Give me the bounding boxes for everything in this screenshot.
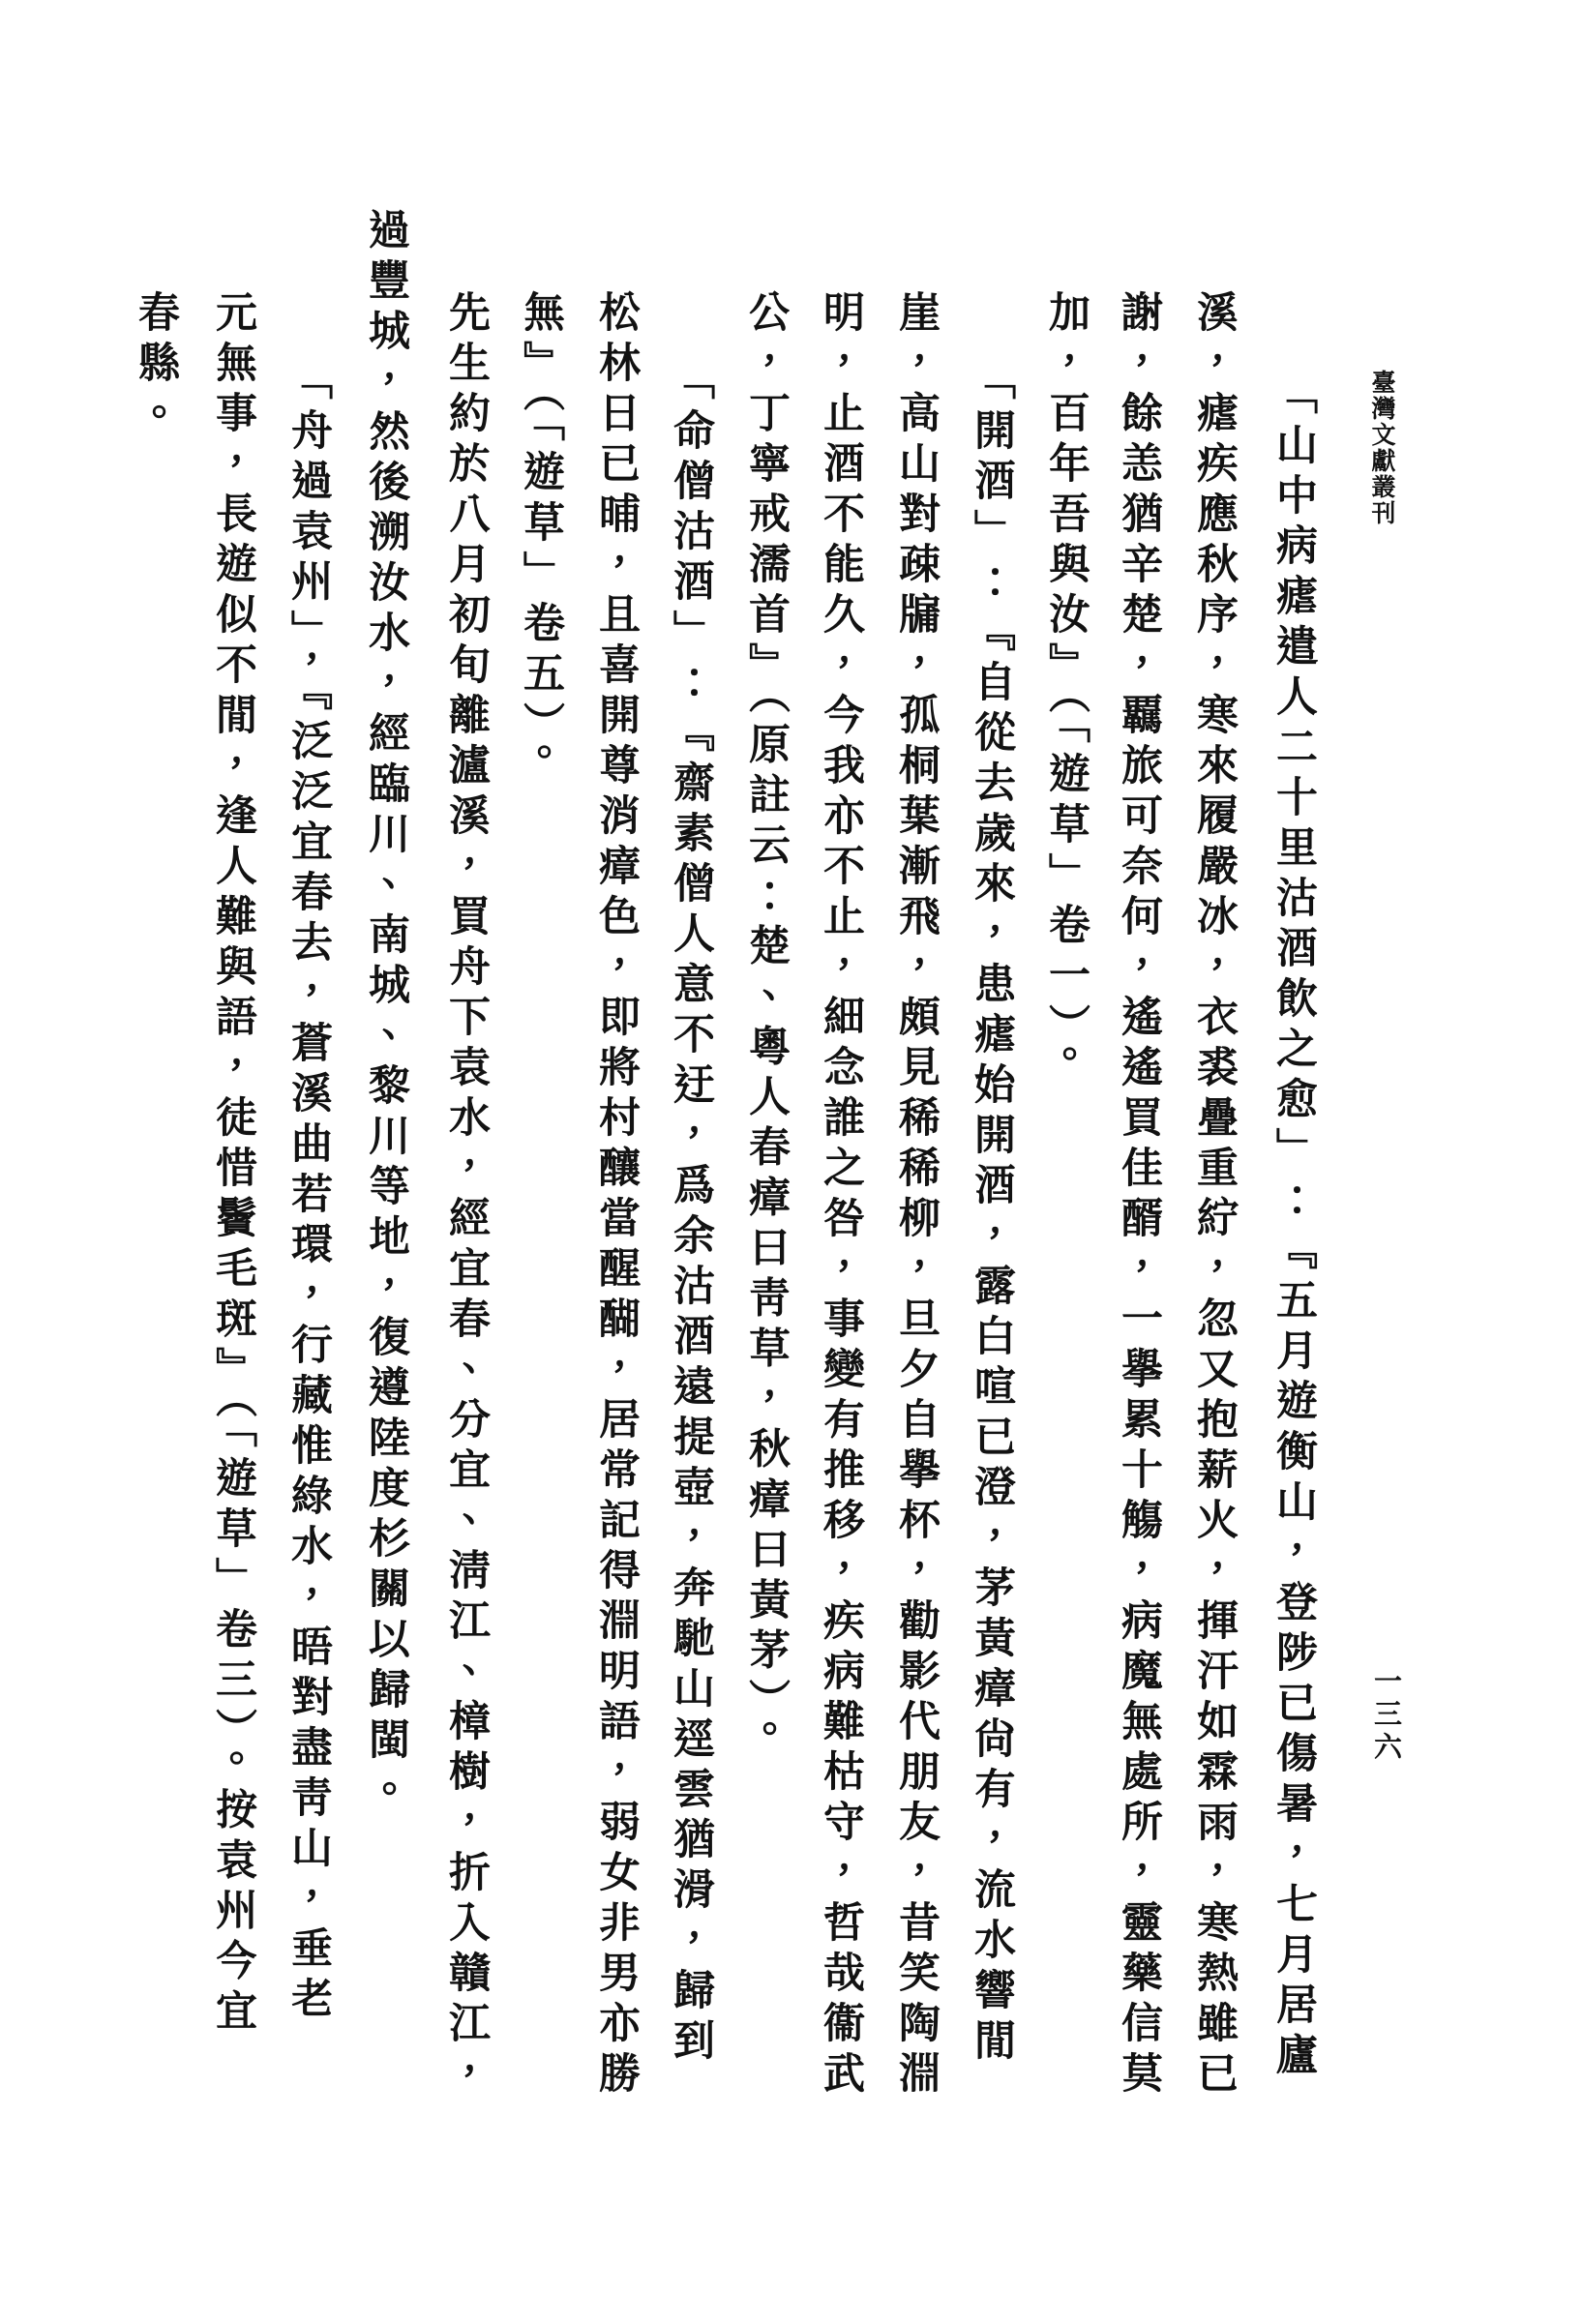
text-column-14: 「舟過袁州」，『泛泛宜春去，蒼溪曲若環，行藏惟綠水，晤對盡靑山，垂老	[284, 358, 333, 2027]
text-column-2: 溪，瘧疾應秋序，寒來履嚴冰，衣裘疊重紵，忽又抱薪火，揮汗如霖雨，寒熱雖已	[1190, 290, 1239, 2101]
text-column-13: 過豐城，然後溯汝水，經臨川、南城、黎川等地，復遵陸度杉關以歸閩。	[362, 208, 410, 1818]
text-column-4: 加，百年吾與汝』（「遊草」卷一）。	[1042, 290, 1090, 1084]
text-column-3: 謝，餘恙猶辛楚，覊旅可奈何，遙遙買佳醑，一擧累十觴，病魔無處所，靈藥信莫	[1115, 290, 1163, 2101]
text-column-6: 崖，高山對疎牖，孤桐葉漸飛，頗見稀稀柳，旦夕自擧杯，勸影代朋友，昔笑陶淵	[892, 290, 941, 2101]
text-column-10: 松林日已晡，且喜開尊消瘴色，即將村釀當醒醐，居常記得淵明語，弱女非男亦勝	[592, 290, 641, 2101]
text-column-1: 「山中病瘧遣人二十里沽酒飲之愈」：『五月遊衡山，登陟已傷暑，七月居廬	[1269, 372, 1318, 2083]
text-column-15: 元無事，長遊似不閒，逢人難與語，徒惜鬢毛斑』（「遊草」卷三）。按袁州今宜	[209, 290, 257, 2040]
text-column-8: 公，丁寧戒濡首』（原註云：楚、粵人春瘴曰靑草，秋瘴曰黃茅）。	[742, 290, 791, 1758]
text-column-9: 「命僧沽酒」：『齋素僧人意不迂，爲余沽酒遠提壺，奔馳山逕雲猶滑，歸到	[667, 358, 715, 2069]
text-column-12: 先生約於八月初旬離瀘溪，買舟下袁水，經宜春、分宜、淸江、樟樹，折入贛江，	[442, 290, 491, 2101]
text-column-5: 「開酒」：『自從去歲來，患瘧始開酒，露白喧已澄，茅黃瘴尙有，流水響閒	[968, 358, 1016, 2069]
page-number: 一三六	[1370, 1666, 1403, 1765]
running-header: 臺灣文獻叢刊	[1368, 370, 1396, 526]
text-column-11: 無』（「遊草」卷五）。	[517, 290, 565, 782]
text-column-7: 明，止酒不能久，今我亦不止，細念誰之咎，事變有推移，疾病難枯守，哲哉衞武	[817, 290, 865, 2101]
text-column-16: 春縣。	[132, 290, 180, 441]
